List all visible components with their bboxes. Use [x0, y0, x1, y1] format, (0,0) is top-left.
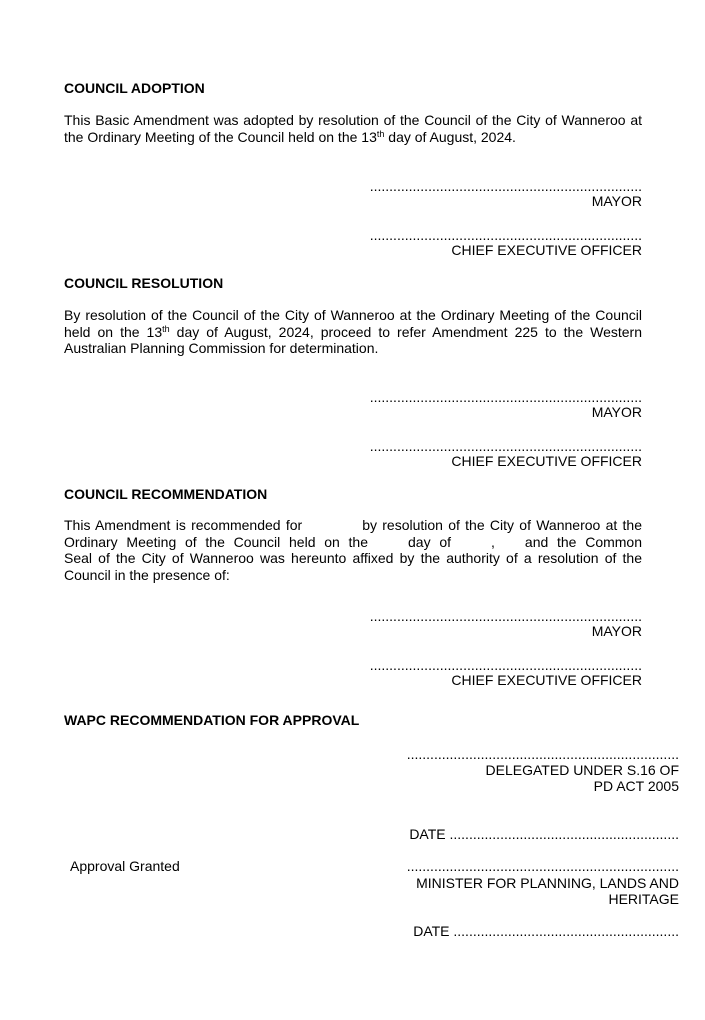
- paragraph-line: This Amendment is recommended for by resolution of the City of Wanneroo at the: [64, 517, 642, 533]
- date-line: DATE ...........................................................: [409, 826, 679, 842]
- council-recommendation-heading: COUNCIL RECOMMENDATION: [64, 486, 268, 502]
- minister-signature-line: ......................................................................: [406, 858, 679, 874]
- ceo-title: CHIEF EXECUTIVE OFFICER: [451, 242, 642, 258]
- paragraph-line: Australian Planning Commission for determination.: [64, 340, 379, 356]
- paragraph-line: Ordinary Meeting of the Council held on the day of , and the Common: [64, 533, 643, 550]
- paragraph-line: held on the 13th day of August, 2024, proceed to refer Amendment 225 to the Western: [64, 323, 642, 340]
- ceo-title: CHIEF EXECUTIVE OFFICER: [451, 672, 642, 688]
- council-adoption-paragraph: [64, 112, 642, 145]
- paragraph-line: the Ordinary Meeting of the Council held on the 13th day of August, 2024.: [64, 128, 516, 145]
- ceo-signature-line: ......................................................................: [369, 657, 642, 673]
- minister-title: MINISTER FOR PLANNING, LANDS AND: [416, 875, 679, 891]
- council-resolution-paragraph: [64, 307, 642, 357]
- paragraph-line: By resolution of the Council of the City of Wanneroo at the Ordinary Meeting of the Council: [64, 307, 642, 323]
- council-resolution-heading: COUNCIL RESOLUTION: [64, 275, 224, 291]
- mayor-title: MAYOR: [591, 193, 642, 209]
- paragraph-line: Seal of the City of Wanneroo was hereunto affixed by the authority of a resolution of the: [64, 550, 642, 566]
- paragraph-line: Council in the presence of:: [64, 566, 230, 583]
- ceo-signature-line: ......................................................................: [369, 227, 642, 243]
- wapc-recommendation-heading: WAPC RECOMMENDATION FOR APPROVAL: [64, 712, 360, 728]
- minister-title-heritage: HERITAGE: [608, 891, 679, 907]
- delegate-signature-line: ......................................................................: [406, 746, 679, 762]
- mayor-title: MAYOR: [591, 623, 642, 639]
- mayor-signature-line: ......................................................................: [369, 178, 642, 194]
- council-adoption-heading: COUNCIL ADOPTION: [64, 80, 205, 96]
- approval-granted-label: Approval Granted: [70, 858, 180, 874]
- delegate-title-act: PD ACT 2005: [593, 778, 679, 794]
- delegate-title: DELEGATED UNDER S.16 OF: [485, 762, 679, 778]
- date-line: DATE ..........................................................: [413, 923, 679, 939]
- ceo-signature-line: ......................................................................: [369, 438, 642, 454]
- ceo-title: CHIEF EXECUTIVE OFFICER: [451, 453, 642, 469]
- mayor-signature-line: ......................................................................: [369, 608, 642, 624]
- mayor-title: MAYOR: [591, 404, 642, 420]
- council-recommendation-paragraph: [64, 517, 642, 583]
- mayor-signature-line: ......................................................................: [369, 389, 642, 405]
- paragraph-line: This Basic Amendment was adopted by resolution of the Council of the City of Wanneroo at: [64, 112, 642, 128]
